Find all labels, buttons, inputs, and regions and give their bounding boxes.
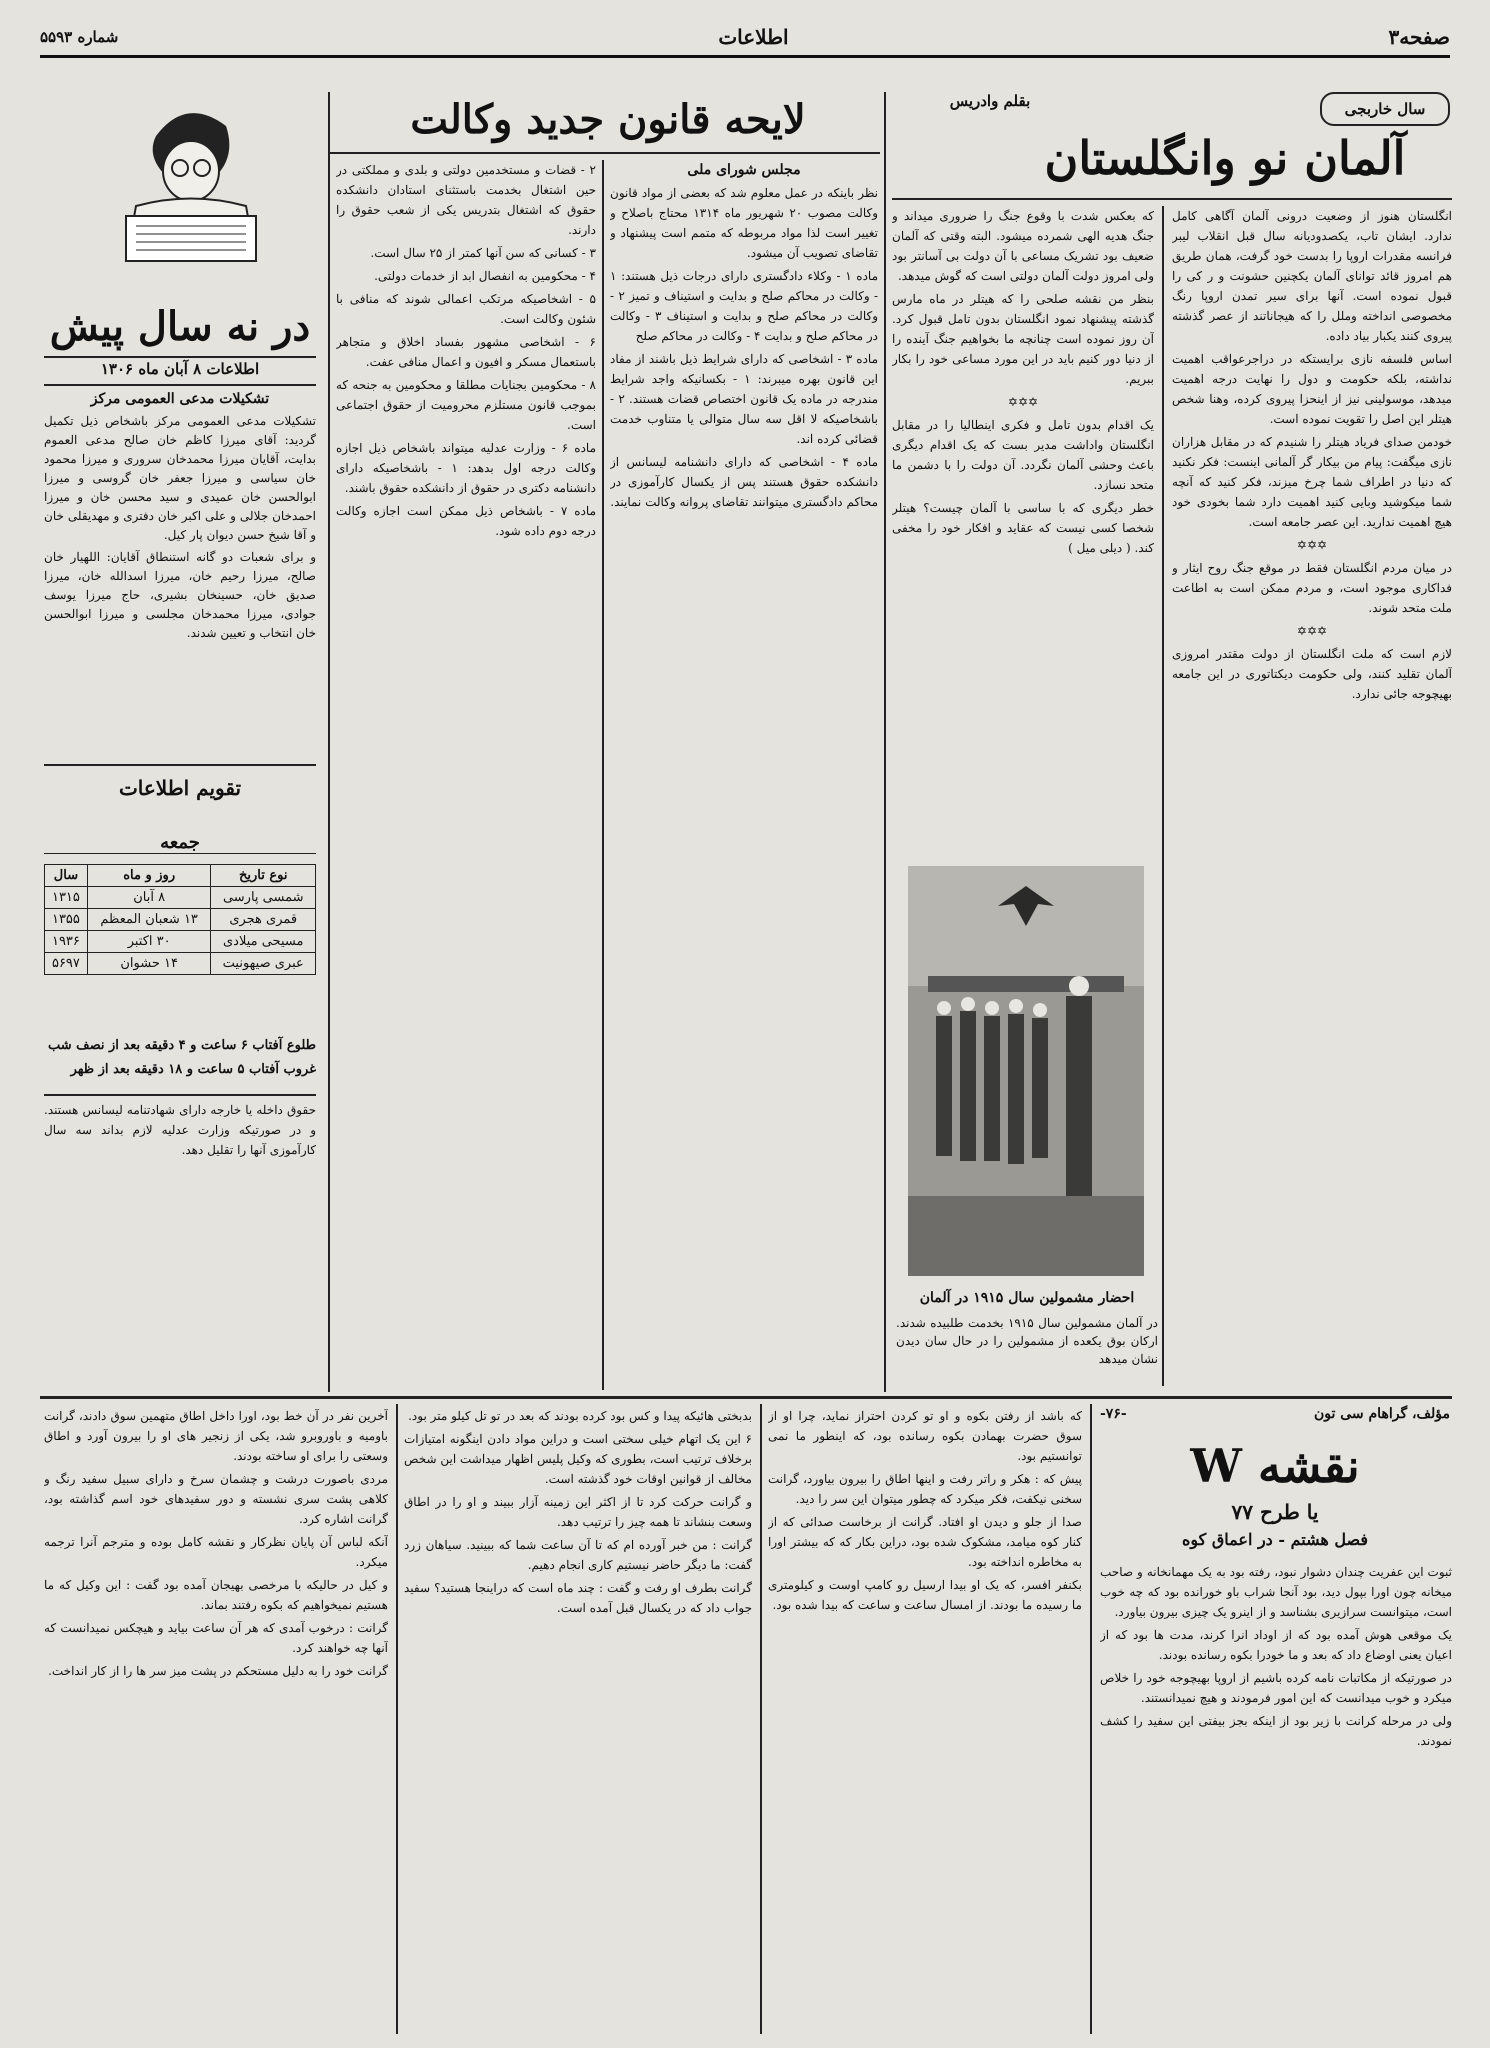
paragraph: گرانت بطرف او رفت و گفت : چند ماه است که دراینجا هستید؟ سفید جواب داد که در یکسال قبل آمده است. <box>404 1581 752 1615</box>
serial-subtitle: یا طرح ۷۷ <box>1231 1500 1319 1524</box>
calendar-row <box>45 909 316 931</box>
page-number: صفحه۳ <box>1388 24 1450 49</box>
newspaper-name: اطلاعات <box>718 24 789 49</box>
paragraph: ۳ - کسانی که سن آنها کمتر از ۲۵ سال است. <box>370 246 596 260</box>
paragraph: که بعکس شدت با وقوع جنگ را ضروری میداند و جنگ هدیه الهی شمرده میشود. البته وقتی که آلمان ضعیف بود تشریک مساعی با آن دولت بی آسانتر بود ولی امروز دولت آلمان دولتی است که گوش میدهد. <box>892 209 1154 283</box>
calendar-title: تقویم اطلاعات <box>118 776 242 800</box>
sunrise-line: طلوع آفتاب ۶ ساعت و ۴ دقیقه بعد از نصف شب <box>47 1038 316 1053</box>
calendar-cell: ۱۴ حشوان <box>87 953 211 975</box>
paragraph: که باشد از رفتن بکوه و او تو کردن احتراز نماید، چرا او از سوق حضرت بهمادن بکوه رسانده بود، که اینطور ما نمی توانستیم بود. <box>768 1409 1082 1463</box>
paragraph: لازم است که ملت انگلستان از دولت مقتدر امروزی آلمان تقلید کنند، ولی حکومت دیکتاتوری در این جامعه بهیچوجه جائی ندارد. <box>1172 647 1452 701</box>
title-rule <box>44 356 316 358</box>
paragraph: ۸ - محکومین بجنایات مطلقا و محکومین به جنحه که بموجب قانون مستلزم محرومیت از حقوق اجتماعی است. <box>336 378 596 432</box>
calendar-cell: قمری هجری <box>211 909 316 931</box>
serial-author: مؤلف، گراهام سی تون <box>1313 1406 1450 1422</box>
title-rule <box>44 384 316 386</box>
column-rule <box>760 1404 762 2034</box>
paragraph: ماده ۳ - اشخاصی که دارای شرایط ذیل باشند از مفاد این قانون بهره میبرند: ۱ - بکسانیکه واجد شرایط مندرجه در ماده یک قانون اختصاص قضات هستند. ۲ - باشخاصیکه لا اقل سه سال متوالی یا متناوب خدمت قضائی کرده اند. <box>610 352 878 446</box>
page-header <box>40 18 1450 58</box>
paragraph: تشکیلات مدعی العمومی مرکز باشخاص ذیل تکمیل گردید: آقای میرزا کاظم خان صالح مدعی العموم بدایت، آقایان میرزا محمدخان سرورى و میرزا محمود خان سیاسی و میرزا جعفر خان گروسی و میرزا ابوالحسن خان عمیدی و سید محسن خان و میرزا احمدخان جلالی و علی اکبر خان دفتری و مهدیقلی خان و آقا شیخ حسن دیوان پار کیل. <box>44 414 316 542</box>
paragraph: خودمن صدای فریاد هیتلر را شنیدم که در مقابل هزاران نازی میگفت: پیام من بیکار گر آلمانی اینست: فکر نکنید که دنیا در اطراف شما چرخ میزند، فکر کنید که آنچه شما میکوشید وبایی کنید اهمیت دارد شما بخودی خود هیچ اهمیت ندارید. این عصر جامعه است. <box>1172 435 1452 529</box>
column-rule <box>884 92 886 1392</box>
calendar-cell: ۸ آبان <box>87 887 211 909</box>
calendar-header-type: نوع تاریخ <box>211 865 316 887</box>
sunset-line: غروب آفتاب ۵ ساعت و ۱۸ دقیقه بعد از ظهر <box>70 1062 316 1077</box>
soldiers-photo <box>908 866 1144 1276</box>
paragraph: نظر باینکه در عمل معلوم شد که بعضی از مواد قانون وکالت مصوب ۲۰ شهریور ماه ۱۳۱۴ محتاج باصلاح و تغییر است لذا مواد مربوطه که متمم است پیشنهاد و تقاضای تصویب آن میشود. <box>610 186 878 260</box>
calendar-cell: ۱۳۵۵ <box>45 909 88 931</box>
column-rule <box>1162 206 1164 1386</box>
paragraph: بکنفر افسر، که یک او بیدا ارسیل رو کامپ اوست و کیلومتری ما رسیده ما بودند. از امسال ساعت و ساعت که بیدا شده بود. <box>768 1578 1082 1612</box>
main-article-col1 <box>1172 206 1452 1106</box>
ornament: ✡✡✡ <box>1296 624 1328 638</box>
byline: بقلم وادریس <box>949 92 1031 110</box>
title-rule <box>330 152 880 154</box>
paragraph: بدبختی هائیکه پیدا و کس بود کرده بودند که بعد در تو تل کیلو متر بود. <box>408 1409 752 1423</box>
paragraph: حقوق داخله یا خارجه دارای شهادتنامه لیسانس هستند. و در صورتیکه وزارت عدلیه لازم بداند سه سال کارآموزی آنها را تقلیل دهد. <box>44 1103 316 1157</box>
paragraph: ماده ۶ - وزارت عدلیه میتواند باشخاص ذیل اجازه وکالت درجه اول بدهد: ۱ - باشخاصیکه دارای دانشنامه دکتری در حقوق از دانشکده حقوق باشند. <box>336 441 596 495</box>
calendar-cell: ۱۹۳۶ <box>45 931 88 953</box>
paragraph: ۵ - اشخاصیکه مرتکب اعمالی شوند که منافی با شئون وکالت است. <box>336 292 596 326</box>
serial-col1 <box>1100 1562 1452 2032</box>
calendar-cell: ۳۰ اکتبر <box>87 931 211 953</box>
paragraph: آخرین نفر در آن خط بود، اورا داخل اطاق متهمین سوق دادند، گرانت باومیه و باوروبرو شد، یکی از زنجیر های او را بیرون آورد و اطاق وسعتی را برای او ساخته بودند. <box>44 1409 388 1463</box>
ornament: ✡✡✡ <box>1296 538 1328 552</box>
paragraph: ماده ۱ - وکلاء دادگستری دارای درجات ذیل هستند: ۱ - وکالت در محاکم صلح و بدایت و استیناف و تمیز ۲ - وکالت در محاکم صلح و بدایت و استیناف ۳ - وکالت در محاکم صلح و بدایت ۴ - وکالت در محاکم صلح <box>610 269 878 343</box>
paragraph: ماده ۷ - باشخاص ذیل ممکن است اجازه وکالت درجه دوم داده شود. <box>336 504 596 538</box>
photo-caption: در آلمان مشمولین سال ۱۹۱۵ بخدمت طلبیده شدند. ارکان بوق یکعده از مشمولین را در حال سان دیدن نشان میدهد <box>896 1316 1159 1366</box>
calendar-cell: ۱۳ شعبان المعظم <box>87 909 211 931</box>
calendar-row <box>45 953 316 975</box>
paragraph: در میان مردم انگلستان فقط در موقع جنگ روح ایثار و فداکاری موجود است، و مردم ممکن است به اطاعت ملت متحد شوند. <box>1172 561 1452 615</box>
calendar-table <box>44 864 316 975</box>
serial-col4 <box>44 1406 388 2032</box>
calendar-cell: مسیحی میلادی <box>211 931 316 953</box>
paragraph: صدا از جلو و دیدن او افتاد. گرانت از برخاست صدائی که از کنار کوه میامد، مشکوک شده بود، دراین بکار که که بیشتر اورا به مخاطره انداخته بود. <box>768 1515 1082 1569</box>
paragraph: ۶ - اشخاصی مشهور بفساد اخلاق و متجاهر باستعمال مسکر و افیون و اعمال منافی عفت. <box>336 335 596 369</box>
paragraph: در صورتیکه از مکاتبات نامه کرده باشیم از اروپا بهیچوجه خود را خلاص میکرد و خوب میدانست که این امور فرمودند و هیچ نمیدانستند. <box>1100 1671 1452 1705</box>
section-rule <box>44 764 316 766</box>
nine-years-title: در نه سال پیش <box>49 303 311 350</box>
calendar-cell: ۱۳۱۵ <box>45 887 88 909</box>
paragraph: ۴ - محکومین به انفصال ابد از خدمات دولتی. <box>374 269 596 283</box>
paragraph: بنظر من نقشه صلحی را که هیتلر در ماه مارس گذشته پیشنهاد نمود انگلستان بدون تامل قبول کرد. آن روز نموده است چنانچه ما بخواهیم جنگ آینده را از دنیا دور کنیم باید در این مورد مساعی خود را بکار ببریم. <box>892 292 1154 386</box>
serial-col2 <box>768 1406 1082 2032</box>
illustration-reader <box>86 96 286 266</box>
section-tag-label: سال خاربجی <box>1344 100 1426 118</box>
nine-years-subhead: تشکیلات مدعی العمومی مرکز <box>90 391 270 407</box>
paragraph: گرانت : درخوب آمدی که هر آن ساعت بیاید و هیچکس نمیدانست که آنها چه خواهند کرد. <box>44 1621 388 1655</box>
main-article-title: آلمان نو وانگلستان <box>1044 131 1406 185</box>
calendar-row <box>45 887 316 909</box>
calendar-row <box>45 931 316 953</box>
section-rule <box>44 1094 316 1096</box>
column-rule <box>328 92 330 1392</box>
law-col1 <box>610 160 878 1390</box>
serial-col3 <box>404 1406 752 2032</box>
title-rule <box>892 198 1452 200</box>
paragraph: یک اقدام بدون تامل و فکری اینطالیا را در مقابل انگلستان واداشت مدیر بست که یک اقدام دیگری باعث وحشی آلمان نگردد. آن دولت را با دشمن ما متحد نسازد. <box>892 418 1154 492</box>
paragraph: انگلستان هنوز از وضعیت درونی آلمان آگاهی کامل ندارد. ایشان تاب، یکصدودیانه سال قبل انقلاب لیبر فرانسه مقدرات اروپا را بدست خود گرفت، همان طریق هم امروز قائد توانای آلمان یکچنین حشونت و ر کی را قبول نموده است. آنها برای سیر تمدن اروپا رنگ مخصوصی انداخته وملل را که هیجاناتند از عصر گذشته پیروی کنند یکبار بیاد داده. <box>1172 209 1452 343</box>
reader-illustration-svg <box>86 96 286 266</box>
paragraph: مردی باصورت درشت و چشمان سرخ و دارای سبیل سفید رنگ و کلاهی پشت سری نشسته و دور سفیدهای خود اسم گذاشته بود، گرانت اشاره کرد. <box>44 1472 388 1526</box>
law-col1-heading: مجلس شورای ملی <box>687 162 801 178</box>
column-rule <box>602 160 604 1390</box>
calendar-header-year: سال <box>45 865 88 887</box>
soldiers-photo-svg <box>908 866 1144 1276</box>
paragraph: و کیل در حالیکه با مرخصی بهیجان آمده بود گفت : این وکیل که ما هستیم نمیخواهیم که بکوه رفتند بماند. <box>44 1578 388 1612</box>
paragraph: یک موقعی هوش آمده بود که از اوداد انرا کرند، مدت ها بود که از اعیان یعنی اوضاع داد که بعد و ما خودرا بکوه رسانده بودند. <box>1100 1628 1452 1662</box>
nine-years-body <box>44 390 316 760</box>
photo-caption-title: احضار مشمولین سال ۱۹۱۵ در آلمان <box>919 1290 1135 1306</box>
paragraph: آنکه لباس آن پایان نظرکار و نقشه کامل بوده و مترجم آنرا ترجمه میکرد. <box>44 1535 388 1569</box>
paragraph: ۶ این یک اتهام خیلی سختی است و دراین مواد دادن اینگونه امتیازات برخلاف ترتیب است، بطوری که وکیل پلیس اظهار میداشت این شخص مخالف از قوانین اوقات خود گذشته است. <box>404 1432 752 1486</box>
serial-number: -۷۶- <box>1100 1406 1127 1422</box>
paragraph: گرانت : من خبر آورده ام که تا آن ساعت شما که ببینید. سیاهان زرد گفت: ما دیگر حاضر نیستیم کاری انجام دهیم. <box>404 1538 752 1572</box>
main-article-col2 <box>892 206 1154 806</box>
law-continuation <box>44 1100 316 1390</box>
law-article-title: لایحه قانون جدید وکالت <box>410 96 806 143</box>
paragraph: و گرانت حرکت کرد تا از اکثر این زمینه آزار ببیند و او را در اطاق وسعت بنشاند تا همه چیز را ترتیب دهد. <box>404 1495 752 1529</box>
calendar-header-day: روز و ماه <box>87 865 211 887</box>
section-tag <box>1320 92 1450 126</box>
paragraph: ماده ۴ - اشخاصی که دارای دانشنامه لیسانس از دانشکده حقوق هستند پس از یکسال کارآموزی در محاکم دادگستری میتوانند تقاضای پروانه وکالت نمایند. <box>610 455 878 509</box>
paragraph: ثبوت این عفریت چندان دشوار نبود، رفته بود به یک مهمانخانه و صاحب میخانه چون اورا بپول دید، بود آنجا شراب باو خورانده بود که چه خوب است، میتوانست سرازیری بشناسد و از اینرو یک چیزی بیرون بیاورد. <box>1100 1565 1452 1619</box>
paragraph: خطر دیگری که با ساسی با آلمان چیست؟ هیتلر شخصا کسی نیست که عقاید و افکار خود را مخفی کند. ( دیلی میل ) <box>892 501 1154 555</box>
paragraph: ۲ - قضات و مستخدمین دولتی و بلدی و مملکتی در حین اشتغال بخدمت باستثنای استادان دانشکده حقوق که اشتغال بتدریس یکی از شعب حقوق را دارند. <box>336 163 596 237</box>
paragraph: اساس فلسفه نازی برایستکه در دراجرعواقب اهمیت نداشته، بلکه حکومت و دول را نهایت درجه اهمیت میدهد، موسولینی نیز از اینحزا پیروی کرده، وهنا شخص هیتلر این اصل را تقویت نموده است. <box>1172 352 1452 426</box>
calendar-cell: عبری صیهونیت <box>211 953 316 975</box>
calendar-cell: ۵۶۹۷ <box>45 953 88 975</box>
column-rule <box>1090 1404 1092 2034</box>
serial-divider <box>40 1396 1452 1399</box>
calendar-day: جمعه <box>44 832 316 854</box>
serial-title: نقشه W <box>1190 1439 1360 1493</box>
paragraph: و برای شعبات دو گانه استنطاق آقایان: اللهیار خان صالح، میرزا رحیم خان، میرزا اسدالله خان، میرزا صدیق خان، حسینخان بشیری، حاج میرزا یوسف جوادی، میرزا محمدخان مجلسی و میرزا ابوالحسن خان انتخاب و تعیین شدند. <box>44 550 316 640</box>
ornament: ✡✡✡ <box>1007 395 1039 409</box>
column-rule <box>396 1404 398 2034</box>
issue-number: شماره ۵۵۹۳ <box>40 27 119 46</box>
serial-chapter: فصل هشتم - در اعماق کوه <box>1182 1530 1368 1549</box>
calendar-cell: شمسی پارسی <box>211 887 316 909</box>
nine-years-date: اطلاعات ۸ آبان ماه ۱۳۰۶ <box>100 360 260 378</box>
law-col2 <box>336 160 596 1390</box>
paragraph: ولی در مرحله کرانت با زیر بود از اینکه بجز بیفتی این سفید را کشف نمودند. <box>1100 1714 1452 1748</box>
paragraph: پیش که : هکر و راتر رفت و اینها اطاق را بیرون بیاورد، گرانت سخنی نیکفت، فکر میکرد که چطور میتوان این سر را دید. <box>768 1472 1082 1506</box>
paragraph: گرانت خود را به دلیل مستحکم در پشت میز سر ها را از کار انداخت. <box>48 1664 388 1678</box>
